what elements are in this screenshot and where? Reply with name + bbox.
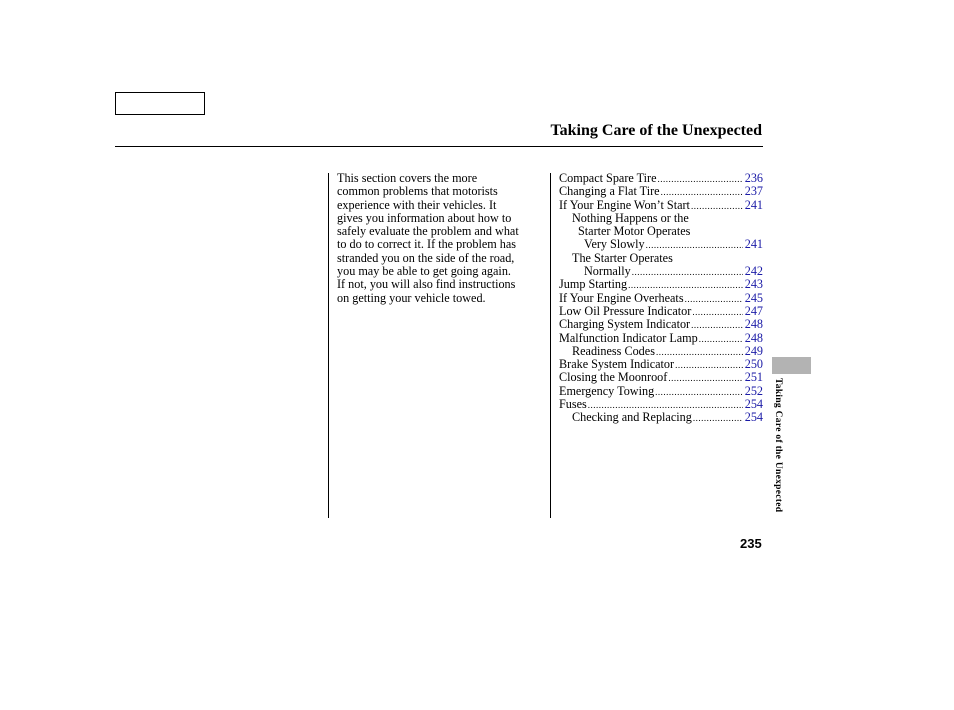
dot-leader bbox=[699, 333, 743, 346]
intro-line: safely evaluate the problem and what bbox=[337, 224, 519, 239]
toc-subheading bbox=[559, 212, 763, 225]
toc-page-link[interactable]: 245 bbox=[744, 290, 763, 305]
toc-entry-label: If Your Engine Overheats bbox=[559, 290, 684, 305]
toc-entry-label: Changing a Flat Tire bbox=[559, 184, 660, 199]
toc-entry-label: Jump Starting bbox=[559, 277, 628, 292]
toc-entry-label: Emergency Towing bbox=[559, 383, 655, 398]
section-title: Taking Care of the Unexpected bbox=[550, 122, 762, 139]
toc-subheading bbox=[559, 225, 763, 238]
toc-entry-very-slowly[interactable] bbox=[559, 238, 763, 251]
toc-entry-brake-system[interactable] bbox=[559, 358, 763, 371]
toc-entry-engine-wont-start[interactable] bbox=[559, 199, 763, 212]
toc-entry-label: If Your Engine Won’t Start bbox=[559, 197, 690, 212]
toc-entry-emergency-towing[interactable] bbox=[559, 385, 763, 398]
intro-line: If not, you will also find instructions bbox=[337, 277, 516, 292]
title-divider bbox=[115, 146, 763, 147]
intro-line: on getting your vehicle towed. bbox=[337, 290, 486, 305]
toc-entry-label: Compact Spare Tire bbox=[559, 171, 657, 185]
toc-page-link[interactable]: 248 bbox=[744, 317, 763, 332]
dot-leader bbox=[668, 372, 742, 385]
intro-line: experience with their vehicles. It bbox=[337, 197, 497, 212]
intro-line: to do to correct it. If the problem has bbox=[337, 237, 517, 252]
toc-subheading bbox=[559, 252, 763, 265]
page-number: 235 bbox=[740, 536, 762, 551]
toc-entry-label: Normally bbox=[584, 264, 631, 279]
intro-paragraph bbox=[337, 172, 545, 305]
header-box bbox=[115, 92, 205, 115]
toc-entry-jump-starting[interactable] bbox=[559, 278, 763, 291]
toc-entry-label: Nothing Happens or the bbox=[572, 210, 689, 225]
toc-entry-label: Starter Motor Operates bbox=[578, 224, 691, 239]
toc-page-link[interactable]: 251 bbox=[744, 370, 763, 385]
intro-line: gives you information about how to bbox=[337, 210, 512, 225]
dot-leader bbox=[691, 319, 743, 332]
intro-line: This section covers the more bbox=[337, 171, 478, 185]
toc-entry-label: Charging System Indicator bbox=[559, 317, 691, 332]
dot-leader bbox=[693, 412, 743, 425]
toc-page-link[interactable]: 249 bbox=[744, 343, 763, 358]
toc-page-link[interactable]: 241 bbox=[744, 197, 763, 212]
toc-entry-fuses[interactable] bbox=[559, 398, 763, 411]
toc-entry-label: Low Oil Pressure Indicator bbox=[559, 303, 692, 318]
dot-leader bbox=[658, 173, 743, 186]
toc-page-link[interactable]: 241 bbox=[744, 237, 763, 252]
toc-entry-label: Malfunction Indicator Lamp bbox=[559, 330, 698, 345]
table-of-contents bbox=[559, 172, 763, 425]
toc-entry-malfunction-lamp[interactable] bbox=[559, 332, 763, 345]
toc-entry-readiness-codes[interactable] bbox=[559, 345, 763, 358]
intro-line: common problems that motorists bbox=[337, 184, 498, 199]
toc-entry-checking-replacing[interactable] bbox=[559, 411, 763, 424]
toc-entry-charging-system[interactable] bbox=[559, 318, 763, 331]
toc-page-link[interactable]: 243 bbox=[744, 277, 763, 292]
toc-entry-label: Closing the Moonroof bbox=[559, 370, 668, 385]
toc-page-link[interactable]: 242 bbox=[744, 264, 763, 279]
section-tab[interactable] bbox=[772, 357, 811, 374]
intro-line: stranded you on the side of the road, bbox=[337, 250, 515, 265]
toc-entry-compact-spare-tire[interactable] bbox=[559, 172, 763, 185]
toc-entry-label: The Starter Operates bbox=[572, 250, 673, 265]
dot-leader bbox=[691, 200, 743, 213]
toc-page-link[interactable]: 254 bbox=[744, 397, 763, 412]
toc-page-link[interactable]: 236 bbox=[744, 171, 763, 185]
toc-page-link[interactable]: 237 bbox=[744, 184, 763, 199]
toc-page-link[interactable]: 254 bbox=[744, 410, 763, 425]
dot-leader bbox=[692, 306, 742, 319]
toc-page-link[interactable]: 250 bbox=[744, 357, 763, 372]
column-divider-right bbox=[550, 173, 551, 518]
toc-entry-label: Brake System Indicator bbox=[559, 357, 675, 372]
dot-leader bbox=[655, 386, 743, 399]
toc-entry-normally[interactable] bbox=[559, 265, 763, 278]
toc-entry-engine-overheats[interactable] bbox=[559, 292, 763, 305]
intro-line: you may be able to get going again. bbox=[337, 264, 511, 279]
toc-entry-label: Readiness Codes bbox=[572, 343, 655, 358]
toc-entry-label: Checking and Replacing bbox=[572, 410, 692, 425]
toc-entry-closing-moonroof[interactable] bbox=[559, 371, 763, 384]
toc-page-link[interactable]: 247 bbox=[744, 303, 763, 318]
toc-entry-changing-flat-tire[interactable] bbox=[559, 185, 763, 198]
toc-page-link[interactable]: 248 bbox=[744, 330, 763, 345]
side-section-label: Taking Care of the Unexpected bbox=[773, 378, 783, 513]
column-divider-left bbox=[328, 173, 329, 518]
toc-entry-label: Fuses bbox=[559, 397, 587, 412]
dot-leader bbox=[685, 293, 743, 306]
toc-entry-label: Very Slowly bbox=[584, 237, 645, 252]
dot-leader bbox=[632, 266, 743, 279]
dot-leader bbox=[675, 359, 743, 372]
toc-entry-low-oil-pressure[interactable] bbox=[559, 305, 763, 318]
toc-page-link[interactable]: 252 bbox=[744, 383, 763, 398]
